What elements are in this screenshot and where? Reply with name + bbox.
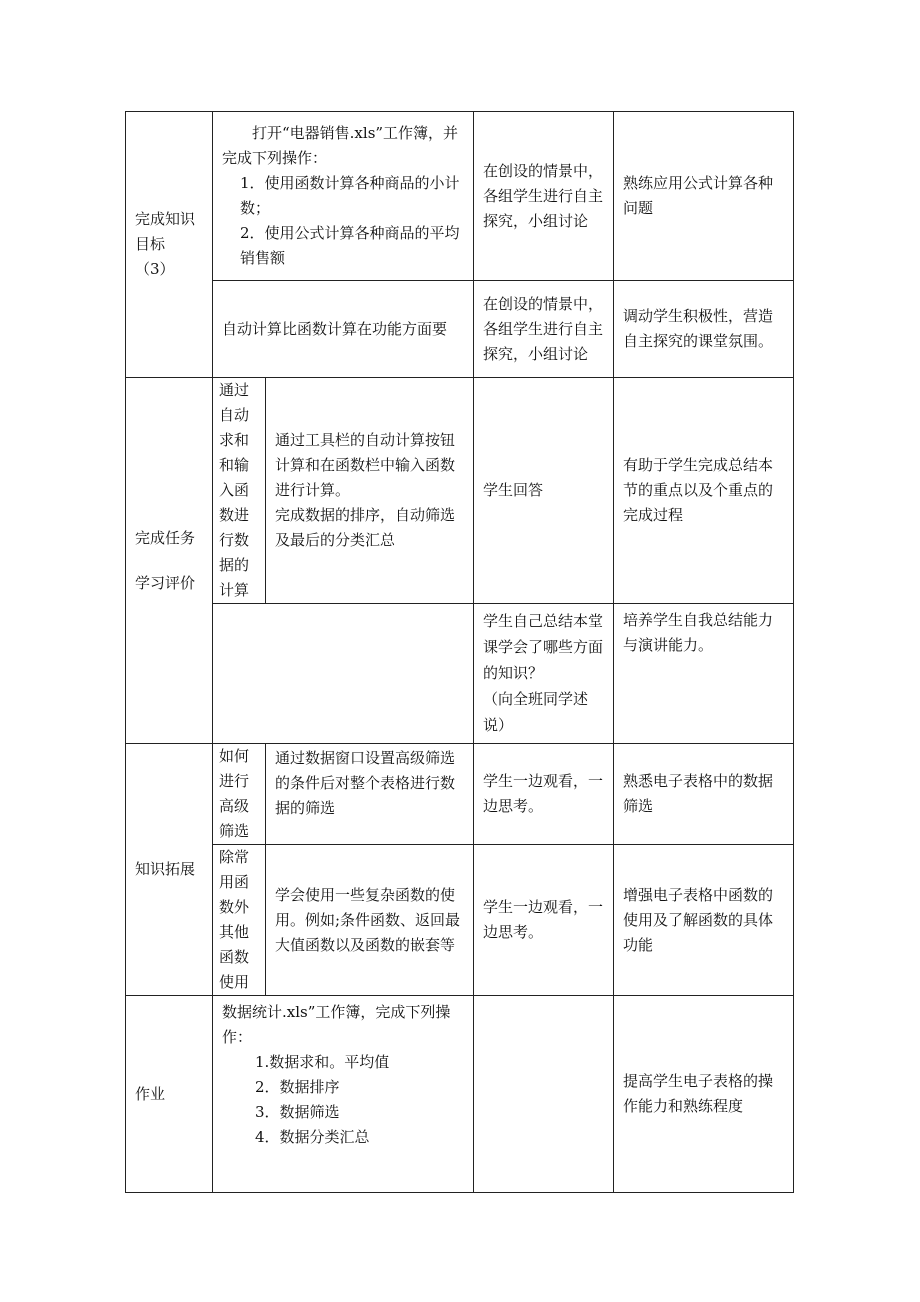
content-cell (213, 604, 474, 744)
content-cell: 自动计算比函数计算在功能方面要 (213, 281, 474, 378)
section-label-knowledge-extension: 知识拓展 (126, 744, 213, 996)
sub-topic-cell: 通过自动求和和输入函数进行数据的计算 (213, 378, 266, 604)
table-row (126, 845, 794, 996)
content-cell: 数据统计.xls”工作簿，完成下列操作： 1.数据求和。平均值 2．数据排序 3．数据筛选 4．数据分类汇总 (213, 996, 474, 1193)
table-row (126, 112, 794, 281)
student-activity-cell: 在创设的情景中，各组学生进行自主探究，小组讨论 (474, 112, 614, 281)
content-cell: 学会使用一些复杂函数的使用。例如;条件函数、返回最大值函数以及函数的嵌套等 (266, 845, 474, 996)
design-purpose-cell: 有助于学生完成总结本节的重点以及个重点的完成过程 (614, 378, 794, 604)
student-activity-cell: 学生一边观看，一边思考。 (474, 845, 614, 996)
student-activity-cell: 学生自己总结本堂课学会了哪些方面的知识？ （向全班同学述说） (474, 604, 614, 744)
sub-topic-cell: 除常用函数外其他函数使用 (213, 845, 266, 996)
table-row (126, 281, 794, 378)
student-activity-cell (474, 996, 614, 1193)
table-row (126, 744, 794, 845)
lesson-plan-table (125, 111, 794, 1193)
table-row (126, 604, 794, 744)
content-cell: 通过数据窗口设置高级筛选的条件后对整个表格进行数据的筛选 (266, 744, 474, 845)
table-row (126, 378, 794, 604)
student-activity-cell: 学生回答 (474, 378, 614, 604)
student-activity-cell: 学生一边观看，一边思考。 (474, 744, 614, 845)
design-purpose-cell: 调动学生积极性，营造自主探究的课堂氛围。 (614, 281, 794, 378)
design-purpose-cell: 增强电子表格中函数的使用及了解函数的具体功能 (614, 845, 794, 996)
section-label-task-evaluation: 完成任务 学习评价 (126, 378, 213, 744)
content-cell: 打开“电器销售.xls”工作簿，并完成下列操作： 1．使用函数计算各种商品的小计数； 2．使用公式计算各种商品的平均销售额 (213, 112, 474, 281)
section-label-homework: 作业 (126, 996, 213, 1193)
design-purpose-cell: 熟练应用公式计算各种问题 (614, 112, 794, 281)
sub-topic-cell: 如何进行高级筛选 (213, 744, 266, 845)
section-label-knowledge-goal: 完成知识 目标 （3） (126, 112, 213, 378)
content-cell: 通过工具栏的自动计算按钮计算和在函数栏中输入函数进行计算。 完成数据的排序，自动筛选及最后的分类汇总 (266, 378, 474, 604)
design-purpose-cell: 提高学生电子表格的操作能力和熟练程度 (614, 996, 794, 1193)
table-row (126, 996, 794, 1193)
student-activity-cell: 在创设的情景中，各组学生进行自主探究，小组讨论 (474, 281, 614, 378)
design-purpose-cell: 熟悉电子表格中的数据筛选 (614, 744, 794, 845)
design-purpose-cell: 培养学生自我总结能力与演讲能力。 (614, 604, 794, 744)
